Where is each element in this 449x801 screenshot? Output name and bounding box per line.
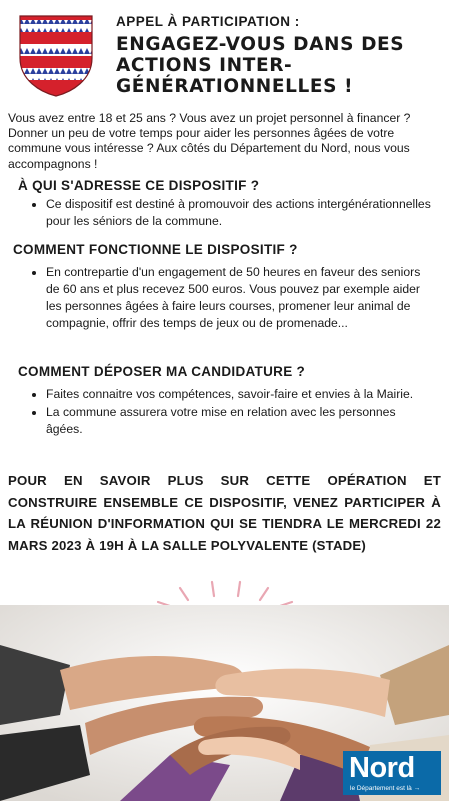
section-body-apply bbox=[28, 386, 433, 439]
coat-of-arms-icon bbox=[18, 14, 94, 98]
intro-paragraph: Vous avez entre 18 et 25 ans ? Vous avez un projet personnel à financer ? Donner un peu de votre temps pour aider les personnes âgées de votre commune vous intéresse ? Aux côtés du Département du Nord, nous vous accompagnons ! bbox=[8, 111, 411, 171]
information-meeting-callout: POUR EN SAVOIR PLUS SUR CETTE OPÉRATION ET CONSTRUIRE ENSEMBLE CE DISPOSITIF, VENEZ PARTICIPER À LA RÉUNION D'INFORMATION QUI SE TIENDRA LE MERCREDI 22 MARS 2023 À 19H À LA SALLE POLYVALENTE (STADE) bbox=[8, 473, 441, 553]
section-heading-who: À QUI S'ADRESSE CE DISPOSITIF ? bbox=[18, 178, 260, 193]
list-item: • Faites connaitre vos compétences, savoir-faire et envies à la Mairie. bbox=[46, 386, 433, 403]
list-item: • La commune assurera votre mise en relation avec les personnes âgées. bbox=[46, 404, 433, 438]
section-heading-how: COMMENT FONCTIONNE LE DISPOSITIF ? bbox=[13, 242, 298, 257]
page-title: ENGAGEZ-VOUS DANS DES ACTIONS INTER-GÉNÉRATIONNELLES ! bbox=[116, 34, 405, 97]
logo-tagline: le Département est là → bbox=[350, 785, 421, 792]
list-item: • Ce dispositif est destiné à promouvoir des actions intergénérationnelles pour les séniors de la commune. bbox=[46, 196, 433, 230]
section-body-who bbox=[28, 196, 433, 231]
call-subtitle: APPEL À PARTICIPATION : bbox=[116, 14, 300, 29]
section-heading-apply: COMMENT DÉPOSER MA CANDIDATURE ? bbox=[18, 364, 306, 379]
section-body-how bbox=[28, 264, 433, 333]
logo-word: Nord bbox=[349, 752, 415, 784]
list-item: • En contrepartie d'un engagement de 50 heures en faveur des seniors de 60 ans et plus recevez 500 euros. Vous pouvez par exemple aider les personnes âgées à faire leurs courses, promener leur animal de compagnie, offrir des temps de jeux ou de promenade... bbox=[46, 264, 433, 332]
nord-logo bbox=[343, 751, 441, 795]
